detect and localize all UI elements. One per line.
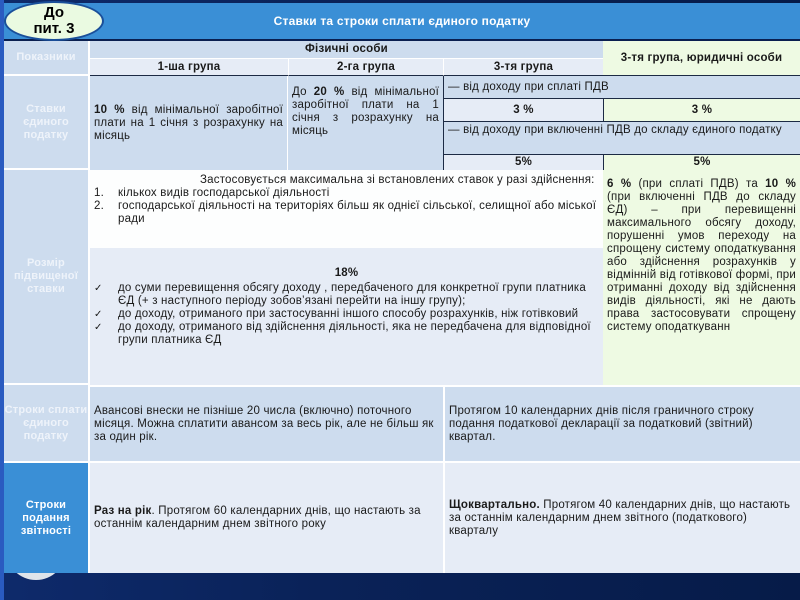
max-rate-intro: Застосовується максимальна зі встановлених ставок у разі здійснення: — [200, 174, 595, 186]
item-number: 2. — [94, 200, 104, 212]
reporting-groups-1-2 — [90, 463, 443, 573]
rates-group-1-text: від мінімальної заробітної плати на 1 січня з розрахунку на місяць — [94, 103, 283, 142]
reporting-label: Строки подання звітності — [4, 463, 90, 573]
header-indicators: Показники — [4, 41, 90, 76]
max-rate-item — [94, 200, 599, 226]
reporting-group-3-bold: Щоквартально. — [449, 498, 540, 511]
header-group-3-legal: 3-тя група, юридичні особи — [603, 41, 800, 76]
rates-group-2-value: 20 % — [313, 86, 345, 98]
rates-group-2-text: від мінімальної заробітної плати на 1 січня з розрахунку на місяць — [292, 86, 440, 137]
rates-with-vat-legal: 3 % — [603, 99, 800, 122]
legal-text-1: (при сплаті ПДВ) та — [631, 178, 766, 190]
rates-label: Ставки єдиного податку — [4, 76, 90, 170]
increased-rate-legal — [603, 170, 800, 385]
header-individuals: Фізичні особи — [90, 41, 603, 59]
rates-with-vat-group-3: 3 % — [443, 99, 603, 122]
rates-incl-vat-group-3: 5% — [443, 155, 603, 170]
reference-badge[interactable] — [4, 1, 104, 41]
item-text: до доходу, отриманого від здійснення діяльності, яка не передбачена для відповідної групи платника ЄД — [118, 321, 591, 346]
max-rate-item — [94, 187, 599, 200]
reporting-group-3-text: Протягом 40 календарних днів, що настають за останнім календарним днем звітного (податкового) кварталу — [449, 498, 791, 537]
legal-text-2: (при включенні ПДВ до складу ЄД) – при перевищенні максимального обсягу доходу, порушенні умов переходу на спрощену систему оподаткування або здійснення розрахунків у відмінній від готівкової формі, при отриманні доходу від здійснення видів діяльності, які не дають права застосовувати спрощену систему оподаткуванн — [607, 191, 796, 333]
rate-18-block — [90, 248, 603, 385]
check-icon: ✓ — [94, 309, 103, 320]
rates-group-2-prefix: До — [292, 86, 314, 98]
reporting-group-3 — [443, 463, 800, 573]
table-title: Ставки та строки сплати єдиного податку — [4, 3, 800, 41]
rates-incl-vat-legal: 5% — [603, 155, 800, 170]
rates-group-1 — [90, 76, 288, 170]
reporting-groups-1-2-bold: Раз на рік — [94, 505, 152, 517]
rate-18-item — [94, 321, 599, 347]
header-group-3: 3-тя група — [443, 59, 603, 76]
badge-line-1: До — [43, 4, 65, 21]
check-icon: ✓ — [94, 322, 103, 333]
item-text: до доходу, отриманого при застосуванні іншого способу розрахунків, ніж готівковий — [118, 308, 579, 320]
rates-incl-vat-label: — від доходу при включенні ПДВ до складу єдиного податку — [443, 122, 800, 155]
increased-rate-label: Розмір підвищеної ставки — [4, 170, 90, 385]
payment-groups-1-2: Авансові внески не пізніше 20 числа (включно) поточного місяця. Можна сплатити авансом за весь рік, але не більш як за один рік. — [90, 385, 443, 463]
max-rate-block — [90, 170, 603, 248]
item-text: до суми перевищення обсягу доходу , передбаченого для конкретної групи платника ЄД (+ з наступного періоду зобов’язані перейти на іншу групу); — [118, 282, 587, 307]
badge-line-2: пит. 3 — [33, 20, 75, 37]
rates-group-2 — [288, 76, 443, 170]
rate-18-item — [94, 308, 599, 321]
legal-rate-2: 10 % — [765, 178, 797, 190]
rate-18-item — [94, 282, 599, 308]
reporting-groups-1-2-text: . Протягом 60 календарних днів, що настають за останнім календарним днем звітного року — [94, 505, 421, 530]
item-text: господарської діяльності на територіях більш як однієї сільської, селищної або міської ради — [118, 200, 597, 225]
payment-group-3: Протягом 10 календарних днів після граничного строку подання податкової декларації за податковий (звітний) квартал. — [443, 385, 800, 463]
tax-rates-table — [4, 3, 800, 573]
legal-rate-1: 6 % — [607, 178, 632, 190]
header-group-2: 2-га група — [288, 59, 443, 76]
item-number: 1. — [94, 187, 104, 199]
rates-group-1-value: 10 % — [94, 103, 125, 116]
header-group-1: 1-ша група — [90, 59, 288, 76]
check-icon: ✓ — [94, 283, 103, 294]
payment-label: Строки сплати єдиного податку — [4, 385, 90, 463]
item-text: кількох видів господарської діяльності — [118, 187, 330, 199]
rate-18-title: 18% — [334, 267, 359, 279]
rates-with-vat-label: — від доходу при сплаті ПДВ — [443, 76, 800, 99]
